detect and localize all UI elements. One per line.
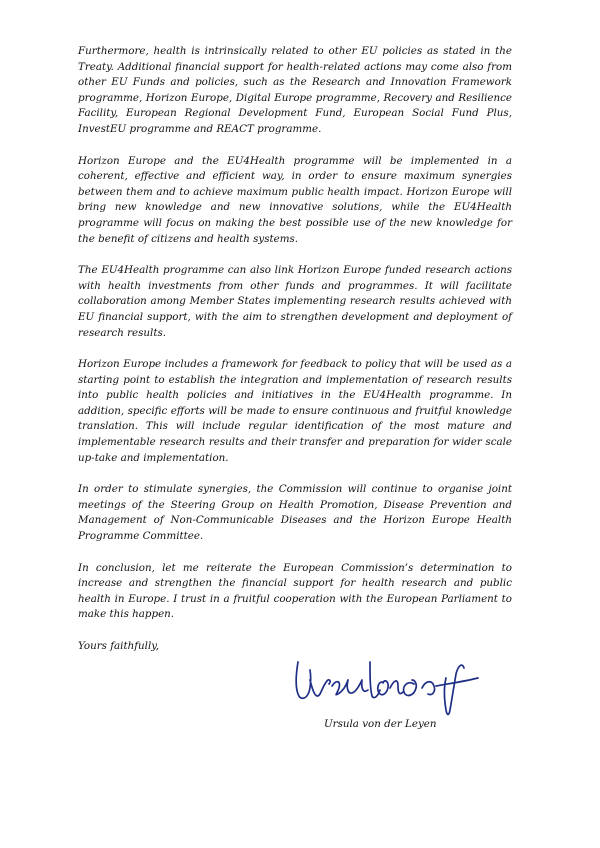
letter-body	[78, 44, 512, 655]
paragraph-joint-meetings: In order to stimulate synergies, the Commission will continue to organise joint meetings of the Steering Group on Health Promotion, Disease Prevention and Management of Non-Communicable Diseases and the Horizon Europe Health Programme Committee.	[78, 483, 512, 543]
handwritten-signature	[286, 650, 506, 720]
paragraph-eu4health-link: The EU4Health programme can also link Horizon Europe funded research actions with health investments from other funds and programmes. It will facilitate collaboration among Member States implementing research results achieved with EU financial support, with the aim to strengthen development and deployment of research results.	[78, 264, 512, 339]
paragraph-feedback-framework: Horizon Europe includes a framework for feedback to policy that will be used as a starting point to establish the integration and implementation of research results into public health policies and initiatives in the EU4Health programme. In addition, specific efforts will be made to ensure continuous and fruitful knowledge translation. This will include regular identification of the most mature and implementable research results and their transfer and preparation for wider scale up-take and implementation.	[78, 358, 512, 464]
paragraph-eu-policies: Furthermore, health is intrinsically related to other EU policies as stated in the Treaty. Additional financial support for health-related actions may come also from other EU Funds and policies, such as the Research and Innovation Framework programme, Horizon Europe, Digital Europe programme, Recovery and Resilience Facility, European Regional Development Fund, European Social Fund Plus, InvestEU programme and REACT programme.	[78, 45, 512, 135]
closing-salutation: Yours faithfully,	[78, 640, 159, 652]
paragraph-horizon-eu4health-synergy: Horizon Europe and the EU4Health programme will be implemented in a coherent, effective and efficient way, in order to ensure maximum synergies between them and to achieve maximum public health impact. Horizon Europe will bring new knowledge and new innovative solutions, while the EU4Health programme will focus on making the best possible use of the new knowledge for the benefit of citizens and health systems.	[78, 154, 512, 245]
paragraph-conclusion: In conclusion, let me reiterate the European Commission’s determination to increase and strengthen the financial support for health research and public health in Europe. I trust in a fruitful cooperation with the European Parliament to make this happen.	[78, 561, 512, 621]
signer-name: Ursula von der Leyen	[324, 718, 437, 730]
